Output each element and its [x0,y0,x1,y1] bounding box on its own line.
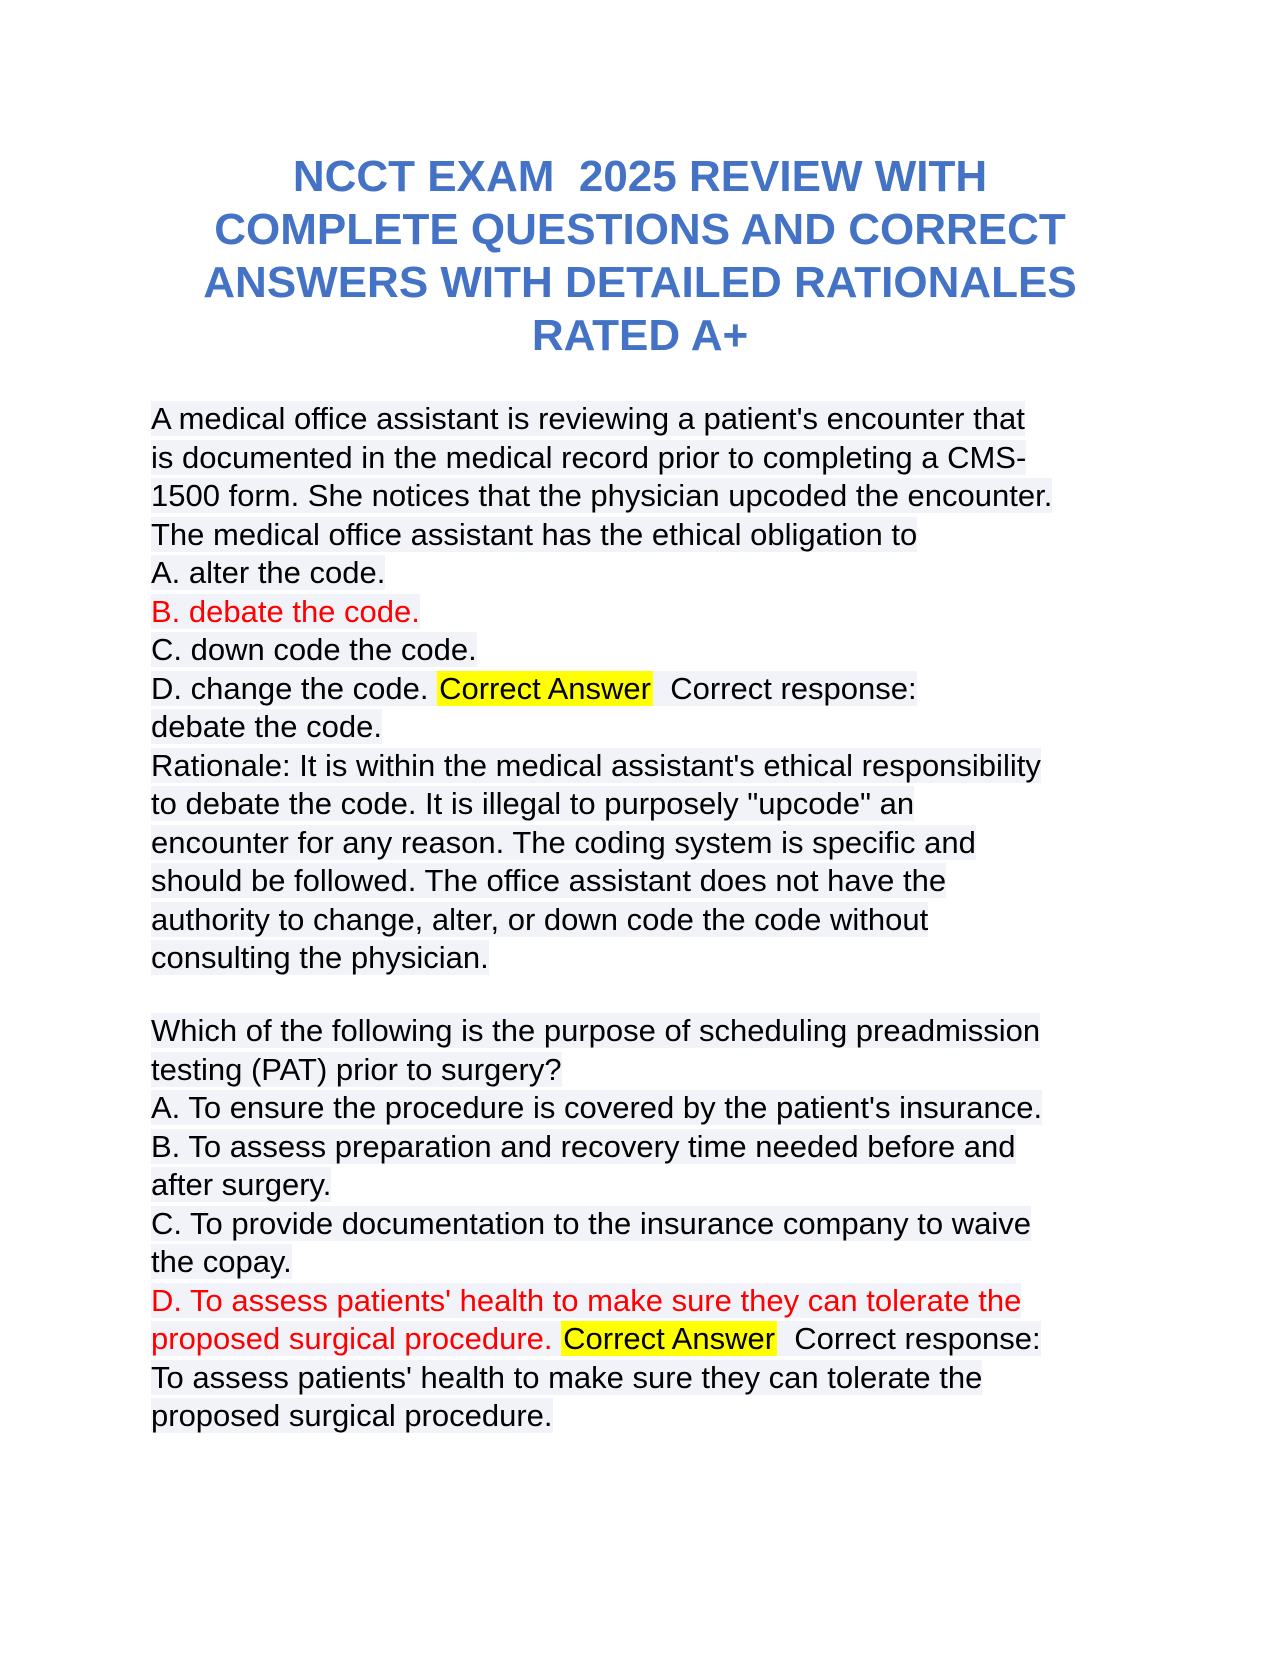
question-1-stem-line: A medical office assistant is reviewing a patient's encounter that [151,401,1025,436]
question-2-option-b: after surgery. [151,1167,332,1202]
question-2-option-b: B. To assess preparation and recovery time needed before and [151,1128,1016,1164]
question-2-option-a: A. To ensure the procedure is covered by the patient's insurance. [151,1090,1043,1125]
question-1 [151,400,1151,978]
question-1-response-label: Correct response: [653,670,917,706]
question-2 [151,1012,1151,1436]
question-2-stem-line: Which of the following is the purpose of scheduling preadmission [151,1013,1041,1048]
question-2-response-text: proposed surgical procedure. [151,1398,553,1433]
title-line-4: RATED A+ [531,311,749,360]
title-line-3: ANSWERS WITH DETAILED RATIONALES [203,258,1077,307]
question-1-stem-line: The medical office assistant has the ethical obligation to [151,516,918,552]
question-1-rationale-line: to debate the code. It is illegal to purposely "upcode" an [151,786,915,821]
question-2-option-d-correct: D. To assess patients' health to make sure they can tolerate the [151,1282,1022,1318]
document-title [160,150,1120,362]
question-2-option-d-correct: proposed surgical procedure. [151,1321,562,1356]
question-1-stem-line: 1500 form. She notices that the physician upcoded the encounter. [151,478,1053,513]
question-1-option-c: C. down code the code. [151,632,477,667]
question-1-rationale-line: Rationale: It is within the medical assistant's ethical responsibility [151,747,1041,783]
question-1-option-b-correct: B. debate the code. [151,593,420,629]
question-1-response-text: debate the code. [151,709,382,744]
question-2-option-c: the copay. [151,1244,292,1279]
question-1-rationale-line: authority to change, alter, or down code the code without [151,901,929,937]
question-2-option-c: C. To provide documentation to the insurance company to waive [151,1205,1031,1241]
title-line-1: NCCT EXAM 2025 REVIEW WITH [292,152,988,201]
question-1-option-d: D. change the code. [151,670,438,706]
question-1-option-a: A. alter the code. [151,555,386,590]
question-2-response-label: Correct response: [777,1321,1041,1356]
question-2-correct-answer-label: Correct Answer [563,1321,776,1356]
title-line-2: COMPLETE QUESTIONS AND CORRECT [214,205,1066,254]
question-1-stem-line: is documented in the medical record prior to completing a CMS- [151,439,1027,475]
question-1-rationale-line: should be followed. The office assistant does not have the [151,863,947,898]
question-2-response-text: To assess patients' health to make sure they can tolerate the [151,1359,983,1395]
question-1-rationale-line: encounter for any reason. The coding system is specific and [151,824,976,860]
question-1-correct-answer-label: Correct Answer [439,670,651,706]
question-1-rationale-line: consulting the physician. [151,940,489,975]
question-2-stem-line: testing (PAT) prior to surgery? [151,1051,562,1087]
